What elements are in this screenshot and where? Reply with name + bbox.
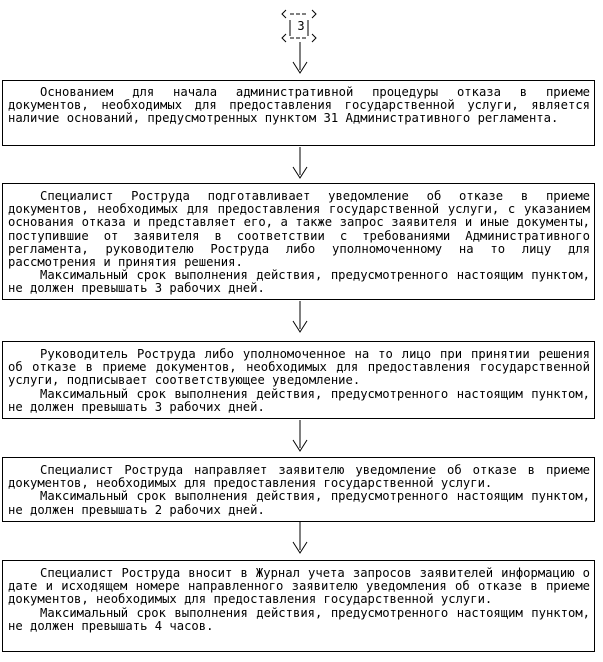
step-4-text: Специалист Роструда направляет заявителю уведомление об отказе в приеме документов, необходимых для предоставления государственной услуги. — [8, 463, 590, 491]
step-box-4 — [2, 457, 595, 522]
connector-label: 3 — [297, 19, 305, 33]
step-3-deadline: Максимальный срок выполнения действия, предусмотренного настоящим пунктом, не должен превышать 3 рабочих дней. — [8, 386, 590, 414]
step-2-deadline: Максимальный срок выполнения действия, предусмотренного настоящим пунктом, не должен превышать 3 рабочих дней. — [8, 268, 590, 296]
step-4-deadline: Максимальный срок выполнения действия, предусмотренного настоящим пунктом, не должен превышать 2 рабочих дней. — [8, 489, 590, 517]
arrow-down-icon — [292, 42, 310, 76]
arrow-down-icon — [292, 420, 310, 454]
step-box-5 — [2, 560, 595, 652]
step-5-deadline: Максимальный срок выполнения действия, предусмотренного настоящим пунктом, не должен превышать 4 часов. — [8, 605, 590, 633]
step-box-2 — [2, 183, 595, 300]
step-box-1 — [2, 80, 595, 146]
step-5-text: Специалист Роструда вносит в Журнал учета запросов заявителей информацию о дате и исходящем номере направленного заявителю уведомления об отказе в приеме документов, необходимых для предоставления государственной услуги. — [8, 566, 590, 607]
arrow-down-icon — [292, 147, 310, 181]
step-box-3 — [2, 341, 595, 419]
step-2-text: Специалист Роструда подготавливает уведомление об отказе в приеме документов, необходимых для предоставления государственной услуги, с указанием основания отказа и представляет его, а также запрос заявителя и иные документы, поступившие от заявителя в соответствии с требованиями Административного регламента, руководителю Роструда либо уполномоченному на то лицу для рассмотрения и принятия решения. — [8, 189, 590, 270]
arrow-down-icon — [292, 301, 310, 335]
step-3-text: Руководитель Роструда либо уполномоченное на то лицо при принятии решения об отказе в приеме документов, необходимых для предоставления государственной услуги, подписывает соответствующее уведомление. — [8, 347, 590, 388]
step-1-text: Основанием для начала административной процедуры отказа в приеме документов, необходимых для предоставления государственной услуги, является наличие оснований, предусмотренных пунктом 31 Административного регламента. — [8, 85, 590, 126]
arrow-down-icon — [292, 522, 310, 556]
